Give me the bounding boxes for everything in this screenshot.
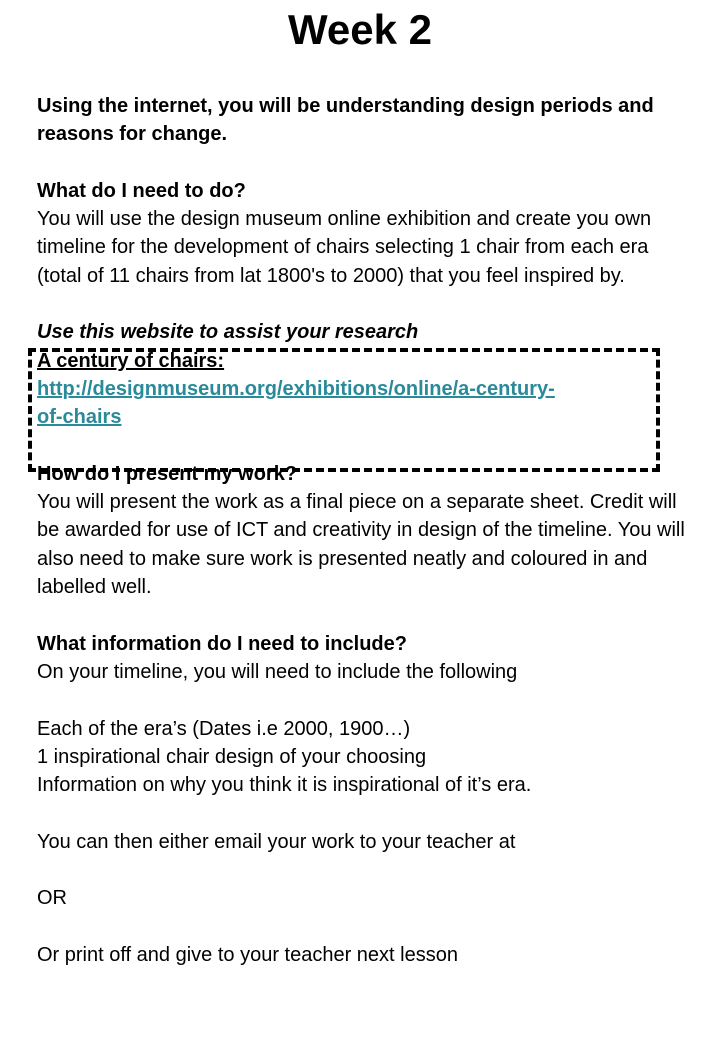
spacer	[37, 913, 687, 941]
spacer	[37, 432, 687, 460]
include-item: Information on why you think it is inspirational of it’s era.	[37, 774, 532, 797]
research-link[interactable]	[37, 375, 687, 432]
page-title: Week 2	[288, 6, 432, 53]
research-link-url-line1[interactable]: http://designmuseum.org/exhibitions/online/a-century-	[37, 377, 555, 400]
or-text: OR	[37, 887, 67, 910]
print-text: Or print off and give to your teacher next lesson	[37, 943, 458, 966]
research-instruction: Use this website to assist your research	[37, 321, 419, 344]
present-text: You will present the work as a final piece on a separate sheet. Credit will be awarded for use of ICT and creativity in design of the timeline. You will also need to make sure work is presented neatly and coloured in and labelled well.	[37, 491, 685, 599]
intro-text: Using the internet, you will be understanding design periods and reasons for change.	[37, 95, 654, 146]
email-text: You can then either email your work to your teacher at	[37, 830, 516, 853]
research-link-url-line2[interactable]: of-chairs	[37, 406, 122, 429]
what-to-do-heading: What do I need to do?	[37, 179, 246, 202]
spacer	[37, 799, 687, 827]
spacer	[37, 856, 687, 884]
include-item: 1 inspirational chair design of your choosing	[37, 745, 427, 768]
research-link-title: A century of chairs:	[37, 349, 225, 372]
what-to-do-text: You will use the design museum online exhibition and create you own timeline for the development of chairs selecting 1 chair from each era (total of 11 chairs from lat 1800's to 2000) that you feel inspired by.	[37, 208, 652, 287]
spacer	[37, 149, 687, 177]
include-heading: What information do I need to include?	[37, 632, 407, 655]
include-item: Each of the era’s (Dates i.e 2000, 1900…)	[37, 717, 411, 740]
spacer	[37, 601, 687, 629]
document-body	[37, 92, 687, 969]
spacer	[37, 686, 687, 714]
present-heading: How do I present my work?	[37, 462, 298, 485]
spacer	[37, 290, 687, 318]
research-section	[37, 318, 687, 431]
include-text: On your timeline, you will need to include the following	[37, 660, 518, 683]
